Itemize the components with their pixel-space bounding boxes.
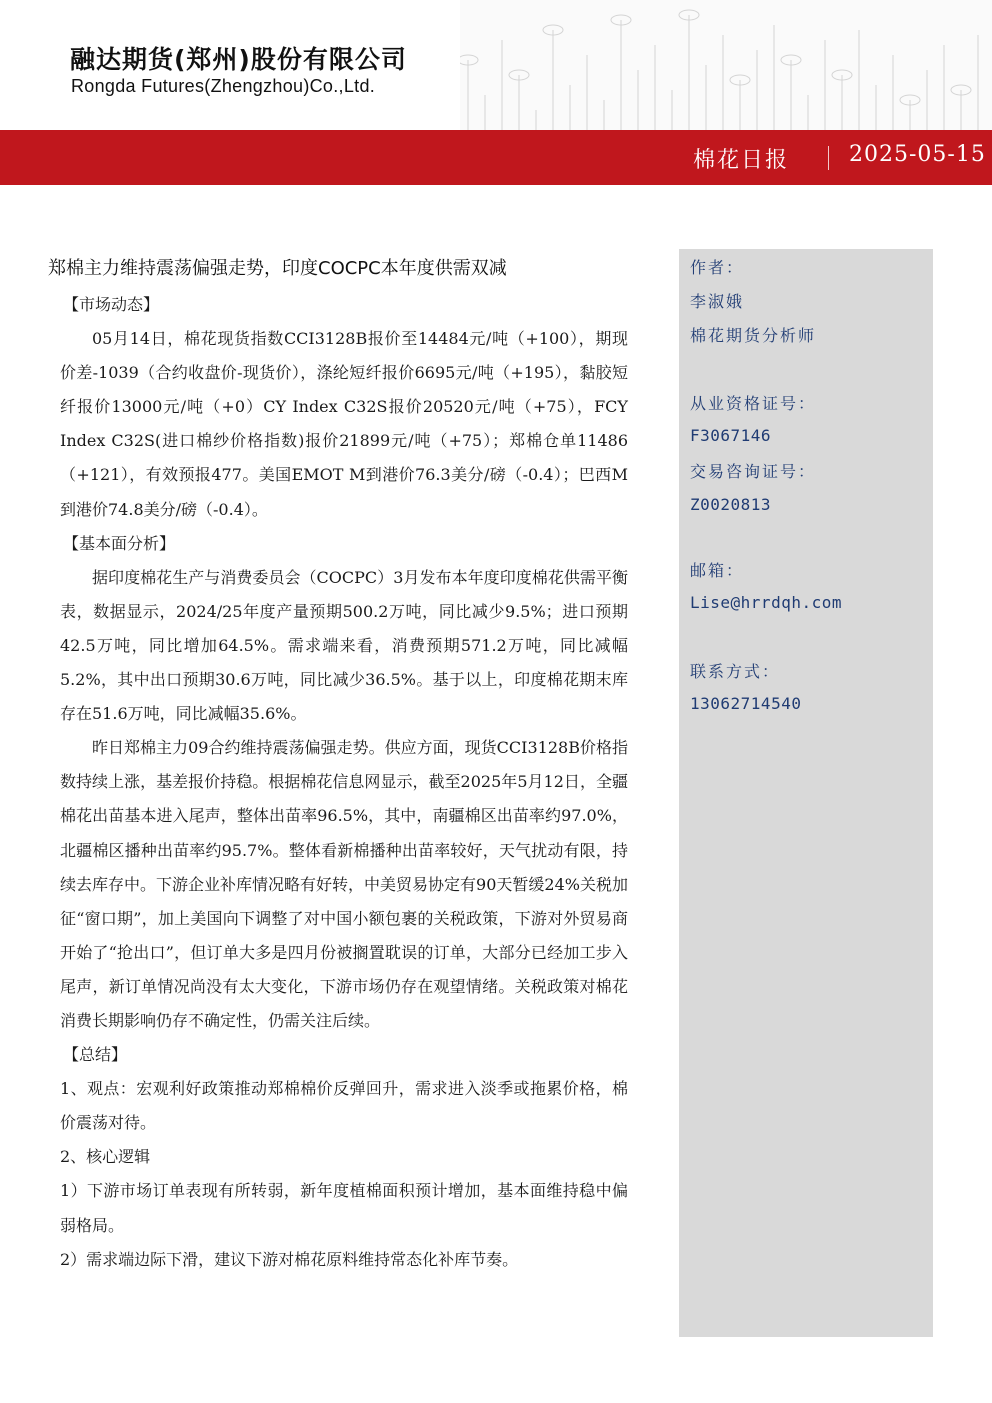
- banner-divider: [828, 146, 829, 170]
- phone-number: 13062714540: [690, 694, 802, 713]
- company-name-en: Rongda Futures(Zhengzhou)Co.,Ltd.: [71, 76, 376, 96]
- summary-point-1: 1、观点：宏观利好政策推动郑棉棉价反弹回升，需求进入淡季或拖累价格，棉价震荡对待。: [60, 1079, 628, 1133]
- contact-label: 联系方式：: [690, 662, 781, 681]
- qualification-label: 从业资格证号：: [690, 394, 817, 413]
- author-name: 李淑娥: [690, 292, 745, 311]
- email-link[interactable]: Lise@hrrdqh.com: [690, 593, 842, 612]
- report-body: [60, 288, 628, 1277]
- email-label: 邮箱：: [690, 561, 745, 580]
- report-banner: [0, 130, 992, 185]
- fundamental-paragraph-1: 据印度棉花生产与消费委员会（COCPC）3月发布本年度印度棉花供需平衡表，数据显示，2024/25年度产量预期500.2万吨，同比减少9.5%；进口预期42.5万吨，同比增加64.5%。需求端来看，消费预期571.2万吨，同比减幅5.2%，其中出口预期30.6万吨，同比减少36.5%。基于以上，印度棉花期末库存在51.6万吨，同比减幅35.6%。: [60, 567, 628, 724]
- author-label: 作者：: [690, 258, 745, 277]
- report-type: 棉花日报: [693, 148, 790, 173]
- consult-number: Z0020813: [690, 495, 772, 514]
- fundamental-paragraph-2: 昨日郑棉主力09合约维持震荡偏强走势。供应方面，现货CCI3128B价格指数持续上涨，基差报价持稳。根据棉花信息网显示，截至2025年5月12日，全疆棉花出苗基本进入尾声，整体出苗率96.5%，其中，南疆棉区出苗率约97.0%，北疆棉区播种出苗率约95.7%。整体看新棉播种出苗率较好，天气扰动有限，持续去库存中。下游企业补库情况略有好转，中美贸易协定有90天暂缓24%关税加征“窗口期”，加上美国向下调整了对中国小额包裹的关税政策，下游对外贸易商开始了“抢出口”，但订单大多是四月份被搁置耽误的订单，大部分已经加工步入尾声，新订单情况尚没有太大变化，下游市场仍存在观望情绪。关税政策对棉花消费长期影响仍存不确定性，仍需关注后续。: [60, 738, 628, 1030]
- summary-point-2b: 2）需求端边际下滑，建议下游对棉花原料维持常态化补库节奏。: [60, 1249, 519, 1269]
- decorative-lollipop-graphic: [460, 0, 992, 130]
- section-title-market: 【市场动态】: [63, 295, 160, 314]
- author-title: 棉花期货分析师: [690, 326, 817, 345]
- consult-label: 交易咨询证号：: [690, 462, 817, 481]
- report-date: 2025-05-15: [849, 142, 986, 167]
- company-name-cn: 融达期货(郑州)股份有限公司: [70, 45, 407, 74]
- summary-point-2a: 1）下游市场订单表现有所转弱，新年度植棉面积预计增加，基本面维持稳中偏弱格局。: [60, 1181, 628, 1235]
- section-title-fundamental: 【基本面分析】: [63, 533, 176, 553]
- qualification-number: F3067146: [690, 426, 772, 445]
- market-paragraph: 05月14日，棉花现货指数CCI3128B报价至14484元/吨（+100），期现价差-1039（合约收盘价-现货价），涤纶短纤报价6695元/吨（+195），黏胶短纤报价13000元/吨（+0）CY Index C32S报价20520元/吨（+75），FCY Index C32S(进口棉纱价格指数)报价21899元/吨（+75）；郑棉仓单11486（+121），有效预报477。美国EMOT M到港价76.3美分/磅（-0.4）；巴西M到港价74.8美分/磅（-0.4）。: [60, 329, 628, 519]
- summary-point-2: 2、核心逻辑: [60, 1147, 151, 1167]
- headline: 郑棉主力维持震荡偏强走势，印度COCPC本年度供需双减: [48, 258, 507, 279]
- section-title-summary: 【总结】: [63, 1045, 128, 1065]
